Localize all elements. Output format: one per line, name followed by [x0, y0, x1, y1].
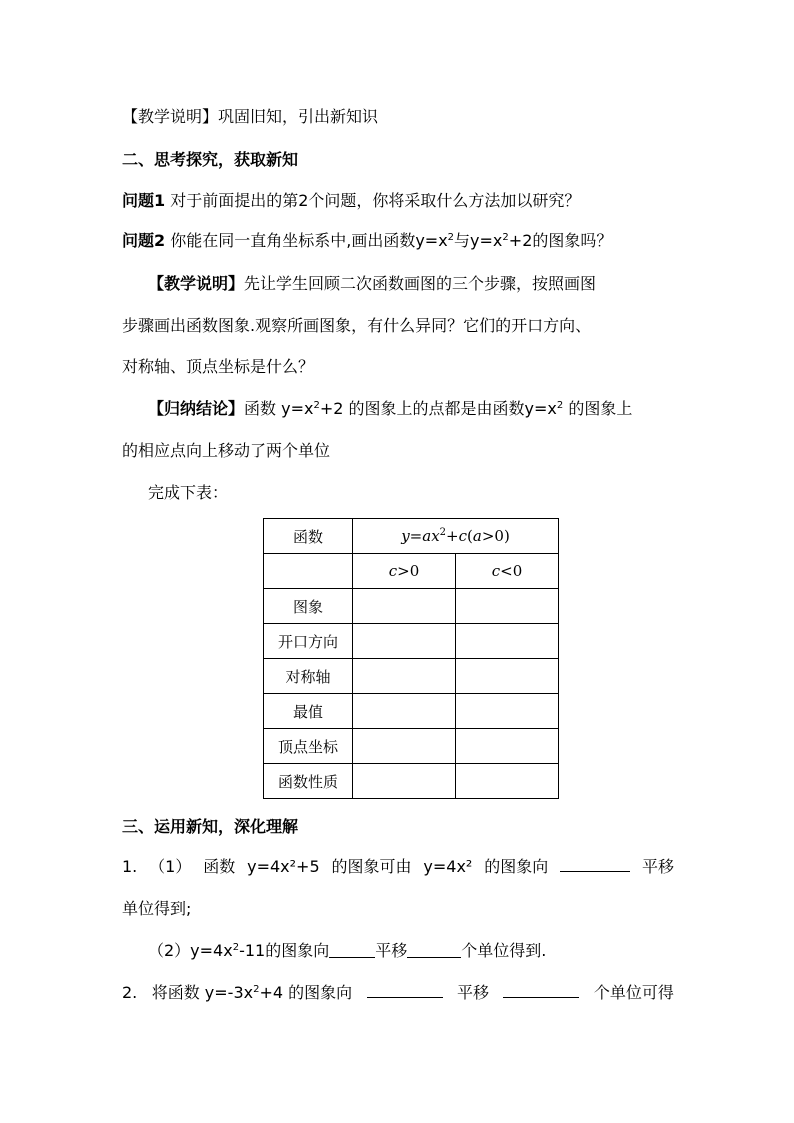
subheader-c-positive [353, 554, 456, 589]
ex1-part2-move: 平移 [375, 941, 408, 960]
ex1-part2-suffix: 个单位得到. [461, 941, 547, 960]
teaching-note-text-1: 先让学生回顾二次函数画图的三个步骤，按照画图 [244, 274, 597, 293]
exercise-2 [122, 981, 674, 1005]
question-2-label: 问题2 [122, 231, 166, 250]
row-label-extremum: 最值 [264, 694, 353, 729]
row-label-vertex: 顶点坐标 [264, 729, 353, 764]
properties-table [263, 518, 559, 799]
exercise-1-line-1 [122, 855, 674, 879]
answer-cell[interactable] [353, 624, 456, 659]
ex1-number: 1. [122, 857, 138, 876]
row-label-graph: 图象 [264, 589, 353, 624]
ex2-move: 平移 [457, 983, 490, 1002]
ex1-part2-sup: 2 [232, 942, 240, 953]
header-function-label: 函数 [264, 519, 353, 554]
table-row [264, 659, 559, 694]
conclusion-text-a: 函数 y=x [244, 399, 314, 418]
formula-ax: ax [422, 527, 440, 545]
ex1-part-label: （1） [149, 857, 192, 876]
formula-gt: > [481, 527, 495, 545]
conclusion-text-b: +2 的图象上的点都是由函数y=x [319, 399, 557, 418]
intro-note [122, 105, 378, 129]
ex2-sup: 2 [253, 984, 260, 995]
row-label-axis: 对称轴 [264, 659, 353, 694]
question-1-label: 问题1 [122, 191, 166, 210]
c-positive-c: c [388, 562, 398, 580]
ex1-formula-b: y=4x² [423, 857, 473, 876]
table-row [264, 589, 559, 624]
ex1-text-graph-to: 的图象向 [484, 857, 549, 876]
ex1-part2-blank-units[interactable] [407, 941, 461, 958]
section-2-heading: 二、思考探究，获取新知 [122, 150, 299, 169]
exercise-1-line-2: 单位得到; [122, 899, 192, 918]
table-row [264, 624, 559, 659]
table-row [264, 764, 559, 799]
c-positive-label [389, 562, 420, 580]
table-row [264, 694, 559, 729]
ex2-formula [152, 981, 352, 1005]
header-function-formula [353, 519, 559, 554]
ex2-number: 2. [122, 983, 138, 1002]
ex1-text-graph-from: 的图象可由 [331, 857, 412, 876]
c-negative-zero: 0 [512, 562, 523, 580]
formula-paren-close: ) [503, 527, 510, 545]
c-negative-op: < [500, 562, 513, 580]
row-label-opening: 开口方向 [264, 624, 353, 659]
table-intro: 完成下表： [148, 483, 229, 502]
answer-cell[interactable] [456, 589, 559, 624]
answer-cell[interactable] [456, 764, 559, 799]
subheader-empty-cell [264, 554, 353, 589]
ex2-blank-direction[interactable] [367, 981, 443, 998]
question-2 [122, 229, 612, 253]
c-negative-label [492, 562, 523, 580]
ex1-part2-mid: -11的图象向 [239, 941, 330, 960]
conclusion-text-c: 的图象上 [563, 399, 633, 418]
question-2-text-b: 与y=x [454, 231, 503, 250]
intro-note-text: 巩固旧知，引出新知识 [218, 107, 379, 126]
answer-cell[interactable] [353, 764, 456, 799]
table-row [264, 729, 559, 764]
ex1-part2-prefix: （2）y=4x [148, 941, 233, 960]
conclusion-line-1 [148, 397, 632, 421]
c-positive-op: > [397, 562, 410, 580]
answer-cell[interactable] [353, 659, 456, 694]
formula-c: c [458, 527, 468, 545]
answer-cell[interactable] [353, 589, 456, 624]
ex2-text-a: 将函数 y=-3x [151, 983, 254, 1002]
teaching-note-line-1 [148, 272, 596, 296]
subheader-c-negative [456, 554, 559, 589]
answer-cell[interactable] [353, 729, 456, 764]
ex1-word-function: 函数 [203, 857, 236, 876]
section-3-heading: 三、运用新知，深化理解 [122, 817, 299, 836]
question-2-text-a: 你能在同一直角坐标系中,画出函数y=x [165, 231, 448, 250]
formula [401, 527, 510, 545]
question-1 [122, 189, 580, 213]
c-negative-c: c [491, 562, 501, 580]
conclusion-label: 【归纳结论】 [148, 399, 245, 418]
question-1-text: 对于前面提出的第2个问题，你将采取什么方法加以研究？ [165, 191, 581, 210]
question-2-sup-2: 2 [502, 232, 509, 243]
answer-cell[interactable] [353, 694, 456, 729]
teaching-note-line-3: 对称轴、顶点坐标是什么？ [122, 357, 315, 376]
ex2-suffix: 个单位可得 [593, 983, 674, 1002]
teaching-note-label: 【教学说明】 [148, 274, 245, 293]
formula-exp: 2 [439, 527, 447, 538]
exercise-1-part-2 [148, 939, 546, 963]
formula-y: y [401, 527, 410, 545]
answer-cell[interactable] [456, 624, 559, 659]
conclusion-sup-1: 2 [313, 400, 320, 411]
ex1-blank-direction[interactable] [560, 855, 630, 872]
ex2-text-b: +4 的图象向 [259, 983, 353, 1002]
table-subheader-row [264, 554, 559, 589]
ex1-text-translate: 平移 [641, 857, 674, 876]
ex2-blank-units[interactable] [503, 981, 579, 998]
formula-a: a [472, 527, 482, 545]
ex1-formula-a: y=4x²+5 [247, 857, 320, 876]
table-header-row [264, 519, 559, 554]
question-2-sup-1: 2 [447, 232, 455, 243]
teaching-note-line-2: 步骤画出函数图象.观察所画图象，有什么异同？它们的开口方向、 [122, 316, 592, 335]
answer-cell[interactable] [456, 729, 559, 764]
row-label-properties: 函数性质 [264, 764, 353, 799]
ex1-part2-blank-direction[interactable] [329, 941, 375, 958]
formula-paren-open: ( [467, 527, 473, 545]
answer-cell[interactable] [456, 659, 559, 694]
question-2-text-c: +2的图象吗？ [508, 231, 613, 250]
formula-eq: = [409, 527, 423, 545]
c-positive-zero: 0 [409, 562, 420, 580]
answer-cell[interactable] [456, 694, 559, 729]
conclusion-sup-2: 2 [556, 400, 564, 411]
formula-zero: 0 [494, 527, 504, 545]
conclusion-line-2: 的相应点向上移动了两个单位 [122, 441, 331, 460]
intro-note-label: 【教学说明】 [122, 107, 219, 126]
formula-plus: + [446, 527, 459, 545]
